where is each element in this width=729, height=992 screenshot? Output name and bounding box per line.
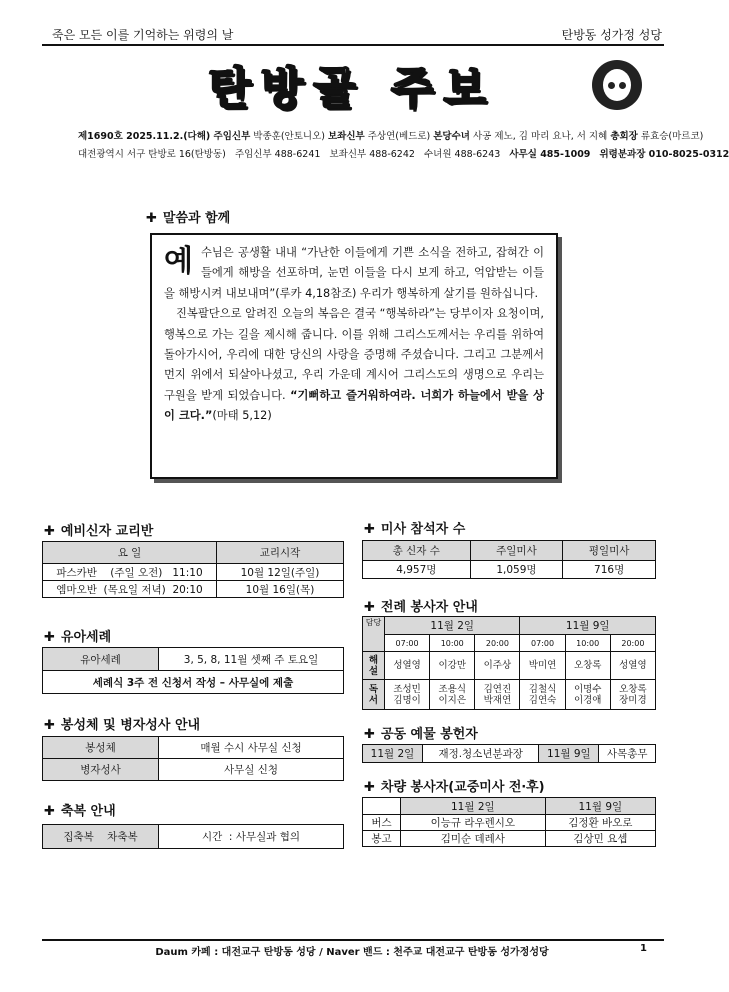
catechism-day: 엠마오반 (목요일 저녁) 20:10 xyxy=(43,581,217,598)
blessing-label: 집축복 차축복 xyxy=(43,825,159,849)
anointing-label: 병자성사 xyxy=(43,759,159,781)
cross-icon: ✚ xyxy=(44,718,55,733)
liturgy-time: 07:00 xyxy=(385,635,430,652)
attendance-table xyxy=(362,540,656,579)
commentator-name: 성열영 xyxy=(385,652,430,680)
reader-label: 독서 xyxy=(363,680,385,710)
attendance-sunday: 1,059명 xyxy=(470,561,563,579)
baptism-section-title: ✚ 유아세례 xyxy=(44,630,112,645)
cross-icon: ✚ xyxy=(364,727,375,742)
baptism-table xyxy=(42,647,344,694)
table-row xyxy=(363,815,656,831)
parish-logo-icon xyxy=(592,60,642,110)
catechism-start: 10월 16일(목) xyxy=(217,581,344,598)
table-row xyxy=(43,759,344,781)
reader-names: 김철식 김연숙 xyxy=(520,680,565,710)
liturgy-table xyxy=(362,616,656,710)
catechism-header-start: 교리시작 xyxy=(217,542,344,564)
cross-icon: ✚ xyxy=(146,211,157,226)
cross-icon: ✚ xyxy=(364,780,375,795)
attendance-header-weekday: 평일미사 xyxy=(563,541,656,561)
cross-icon: ✚ xyxy=(364,522,375,537)
attendance-header-sunday: 주일미사 xyxy=(470,541,563,561)
vehicle-label: 봉고 xyxy=(363,831,401,847)
vehicle-volunteer: 김상민 요셉 xyxy=(545,831,655,847)
reader-names: 조성민 김명이 xyxy=(385,680,430,710)
liturgy-time: 20:00 xyxy=(610,635,655,652)
cross-icon: ✚ xyxy=(364,600,375,615)
offering-date-2: 11월 9일 xyxy=(539,745,599,763)
vehicle-date-1: 11월 2일 xyxy=(401,798,546,815)
word-paragraph-1: 수님은 공생활 내내 “가난한 이들에게 기쁜 소식을 전하고, 잡혀간 이들에게 해방을 선포하며, 눈먼 이들을 다시 보게 하고, 억압받는 이들을 해방시켜 내보내며”(루카 4,18참조) 우리가 행복하게 살기를 원하십니다. xyxy=(164,246,544,300)
offering-section-title: ✚ 공동 예물 봉헌자 xyxy=(364,727,478,742)
reader-names: 김연진 박재연 xyxy=(475,680,520,710)
offering-group-1: 재정.청소년분과장 xyxy=(423,745,539,763)
commentator-name: 박미연 xyxy=(520,652,565,680)
baptism-note: 세례식 3주 전 신청서 작성 – 사무실에 제출 xyxy=(43,671,344,694)
liturgy-time: 10:00 xyxy=(430,635,475,652)
liturgy-corner: 담당 xyxy=(363,617,385,652)
blessing-table xyxy=(42,824,344,849)
table-row xyxy=(363,680,656,710)
vehicle-volunteer: 김정환 바오로 xyxy=(545,815,655,831)
header-left-text: 죽은 모든 이를 기억하는 위령의 날 xyxy=(52,28,234,42)
vehicle-section-title: ✚ 차량 봉사자(교중미사 전‧후) xyxy=(364,780,545,795)
commentator-name: 이강만 xyxy=(430,652,475,680)
blessing-value: 시간 : 사무실과 협의 xyxy=(159,825,344,849)
commentator-name: 오창록 xyxy=(565,652,610,680)
attendance-section-title: ✚ 미사 참석자 수 xyxy=(364,522,466,537)
table-row xyxy=(363,831,656,847)
offering-table xyxy=(362,744,656,763)
attendance-header-total: 총 신자 수 xyxy=(363,541,471,561)
catechism-header-day: 요 일 xyxy=(43,542,217,564)
anointing-value: 매월 수시 사무실 신청 xyxy=(159,737,344,759)
table-row xyxy=(43,564,344,581)
catechism-day: 파스카반 (주일 오전) 11:10 xyxy=(43,564,217,581)
liturgy-time: 07:00 xyxy=(520,635,565,652)
commentator-name: 성열영 xyxy=(610,652,655,680)
anointing-table xyxy=(42,736,344,781)
masthead-info-line1: 제1690호 2025.11.2.(다해) 주임신부 박종훈(안토니오) 보좌신부 주상연(베드로) 본당수녀 사공 제노, 김 마리 요나, 서 지혜 총회장 류효승(마르코) xyxy=(78,131,704,142)
word-paragraph-2: 진복팔단으로 알려진 오늘의 복음은 결국 “행복하라”는 당부이자 요청이며, 행복으로 가는 길을 제시해 줍니다. 이를 위해 그리스도께서는 우리를 위하여 돌아가시어, 우리에 대한 당신의 사랑을 증명해 주셨습니다. 그리고 그분께서 먼지 위에서 되살아나셨고, 우리 가운데 계시어 그리스도의 생명으로 우리는 구원을 받게 되었습니다. “기뻐하고 즐거워하여라. 너희가 하늘에서 받을 상이 크다.”(마태 5,12) xyxy=(164,307,545,423)
liturgy-section-title: ✚ 전례 봉사자 안내 xyxy=(364,600,478,615)
table-row xyxy=(43,737,344,759)
reader-names: 오창록 장미경 xyxy=(610,680,655,710)
liturgy-date-2: 11월 9일 xyxy=(520,617,656,635)
vehicle-label: 버스 xyxy=(363,815,401,831)
bulletin-title: 탄방골 주보 xyxy=(208,63,496,114)
word-section-title: ✚ 말씀과 함께 xyxy=(146,211,231,226)
baptism-label: 유아세례 xyxy=(43,648,159,671)
masthead-info-line2: 대전광역시 서구 탄방로 16(탄방동) 주임신부 488-6241 보좌신부 488-6242 수녀원 488-6243 사무실 485-1009 위령분과장 010-8025-0312 xyxy=(78,149,729,160)
catechism-section-title: ✚ 예비신자 교리반 xyxy=(44,524,154,539)
attendance-total: 4,957명 xyxy=(363,561,471,579)
reader-names: 조용식 이지은 xyxy=(430,680,475,710)
liturgy-time: 10:00 xyxy=(565,635,610,652)
attendance-weekday: 716명 xyxy=(563,561,656,579)
table-row xyxy=(43,581,344,598)
anointing-label: 봉성체 xyxy=(43,737,159,759)
cross-icon: ✚ xyxy=(44,524,55,539)
word-box xyxy=(150,233,558,479)
footer-rule xyxy=(42,939,664,941)
liturgy-date-1: 11월 2일 xyxy=(385,617,520,635)
vehicle-volunteer: 이능규 라우렌시오 xyxy=(401,815,546,831)
vehicle-volunteer: 김미순 데레사 xyxy=(401,831,546,847)
page-number: 1 xyxy=(640,943,647,954)
anointing-section-title: ✚ 봉성체 및 병자성사 안내 xyxy=(44,718,201,733)
footer-text: Daum 카페 : 대전교구 탄방동 성당 / Naver 밴드 : 천주교 대전교구 탄방동 성가정성당 xyxy=(155,947,549,958)
reader-names: 이명수 이경애 xyxy=(565,680,610,710)
commentator-name: 이주상 xyxy=(475,652,520,680)
offering-date-1: 11월 2일 xyxy=(363,745,423,763)
offering-group-2: 사목총무 xyxy=(599,745,656,763)
table-row xyxy=(363,652,656,680)
cross-icon: ✚ xyxy=(44,804,55,819)
liturgy-time: 20:00 xyxy=(475,635,520,652)
catechism-table xyxy=(42,541,344,598)
baptism-value: 3, 5, 8, 11월 셋째 주 토요일 xyxy=(159,648,344,671)
vehicle-date-2: 11월 9일 xyxy=(545,798,655,815)
blessing-section-title: ✚ 축복 안내 xyxy=(44,804,116,819)
vehicle-table xyxy=(362,797,656,847)
drop-cap: 예 xyxy=(164,244,193,279)
cross-icon: ✚ xyxy=(44,630,55,645)
header-right-text: 탄방동 성가정 성당 xyxy=(561,28,662,42)
header-rule xyxy=(42,44,664,46)
anointing-value: 사무실 신청 xyxy=(159,759,344,781)
vehicle-corner xyxy=(363,798,401,815)
commentator-label: 해설 xyxy=(363,652,385,680)
catechism-start: 10월 12일(주일) xyxy=(217,564,344,581)
